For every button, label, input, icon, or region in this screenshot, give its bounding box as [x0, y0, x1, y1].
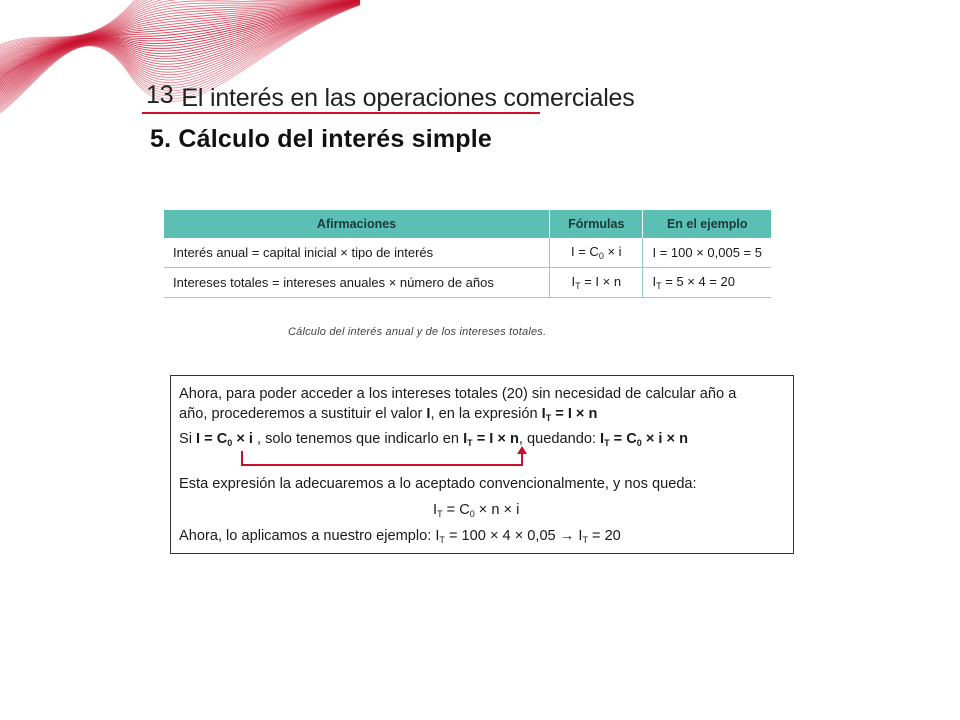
chapter-title: El interés en las operaciones comerciales — [181, 84, 635, 112]
substitution-arrow-icon — [236, 445, 536, 475]
table-row — [164, 268, 771, 298]
explanation-line-6: Ahora, lo aplicamos a nuestro ejemplo: $I_T = 100 \times 4 \times 0,05 \to I_T = 20$ — [179, 528, 621, 545]
chapter-underline — [142, 112, 540, 114]
formula-cell: $I_T = I \times n$ — [550, 268, 643, 298]
column-header-ejemplo: En el ejemplo — [643, 210, 771, 238]
formula-result: $I_T = C_0 \times n \times i$ — [433, 502, 520, 519]
explanation-line-3: Si $I = C_0 \times i$ , solo tenemos que indicarlo en $I_T = I \times n$, quedando: $I_T = C_0 \times i \times n$ — [179, 431, 689, 448]
explanation-line-1: Ahora, para poder acceder a los intereses totales (20) sin necesidad de calcular año a — [179, 386, 737, 402]
statement-cell: Interés anual = capital inicial × tipo de interés — [164, 238, 550, 268]
explanation-line-2: año, procederemos a sustituir el valor I, en la expresión $I_T = I \times n$ — [179, 406, 598, 423]
formula-cell: $I = C_0 \times i$ — [550, 238, 643, 268]
section-title: 5. Cálculo del interés simple — [150, 125, 493, 153]
table-caption: Cálculo del interés anual y de los intereses totales. — [288, 326, 547, 338]
table-header-row — [164, 210, 771, 238]
column-header-afirmaciones: Afirmaciones — [164, 210, 550, 238]
example-cell: $I_T = 5 \times 4 = 20$ — [643, 268, 771, 298]
formulas-table — [164, 210, 771, 298]
explanation-line-4: Esta expresión la adecuaremos a lo aceptado convencionalmente, y nos queda: — [179, 476, 697, 492]
column-header-formulas: Fórmulas — [550, 210, 643, 238]
chapter-heading — [146, 81, 635, 113]
example-cell: I = 100 × 0,005 = 5 — [643, 238, 771, 268]
table-row — [164, 238, 771, 268]
chapter-number: 13 — [146, 81, 174, 109]
statement-cell: Intereses totales = intereses anuales × número de años — [164, 268, 550, 298]
